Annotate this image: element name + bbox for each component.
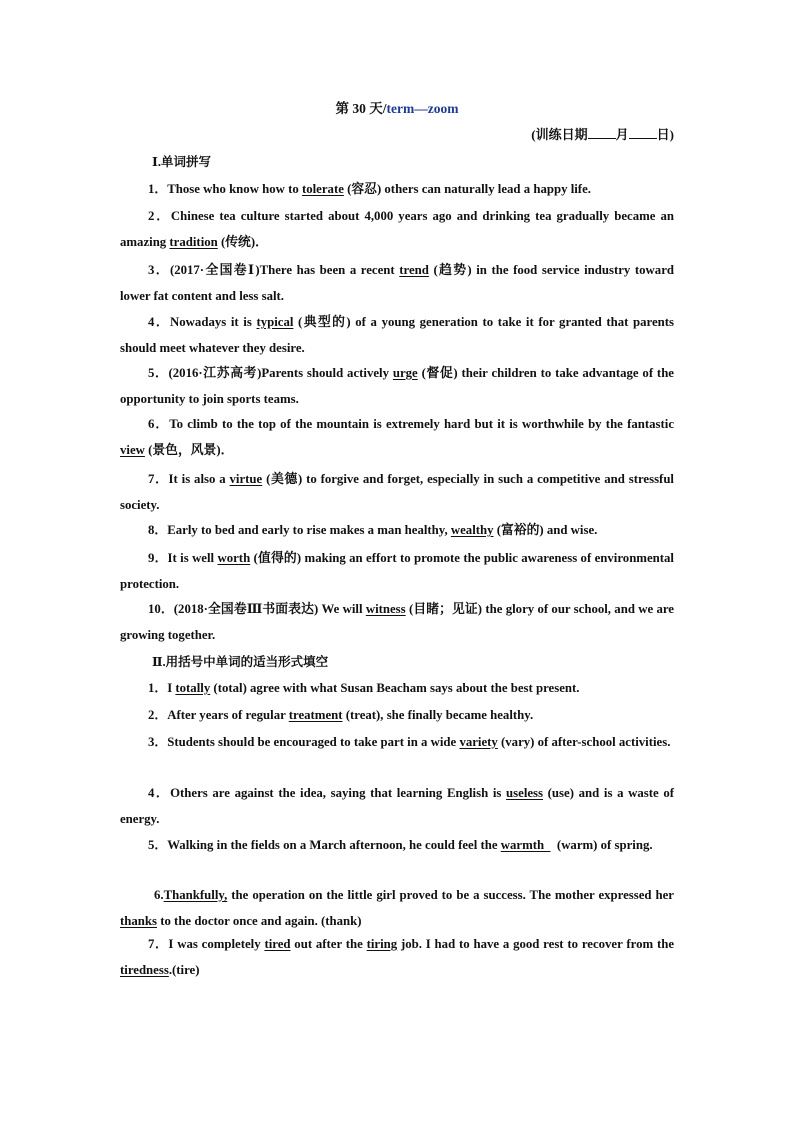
training-date: (训练日期 月 日): [531, 127, 674, 142]
month-blank: [588, 126, 616, 139]
answer: tolerate: [301, 182, 344, 196]
question-item: 5．(2016·江苏高考)Parents should actively urge (督促) their children to take advantage of the opportunity to join sports teams.: [120, 366, 674, 406]
answer: variety: [459, 735, 498, 749]
answer: warmth: [500, 838, 551, 852]
question-item: 5．Walking in the fields on a March afternoon, he could feel the warmth (warm) of spring.: [148, 838, 653, 852]
question-item: 4．Nowadays it is typical (典型的) of a young generation to take it for granted that parents should meet whatever they desire.: [120, 315, 674, 355]
answer: useless: [506, 786, 544, 800]
question-item: 6．To climb to the top of the mountain is extremely hard but it is worthwhile by the fantastic view (景色，风景)．: [120, 417, 674, 457]
question-item: 1．I totally (total) agree with what Susan Beacham says about the best present.: [148, 681, 580, 695]
answer: worth: [217, 551, 251, 565]
question-item: 2．Chinese tea culture started about 4,000 years ago and drinking tea gradually became an amazing tradition (传统)．: [120, 209, 674, 249]
answer: Thankfully,: [163, 888, 228, 902]
answer: thanks: [120, 914, 157, 928]
answer: trend: [399, 263, 429, 277]
answer: typical: [256, 315, 294, 329]
answer: view: [120, 443, 145, 457]
answer: virtue: [229, 472, 263, 486]
question-item: 6.Thankfully, the operation on the little girl proved to be a success. The mother expressed her thanks to the doctor once and again. (thank): [120, 888, 674, 928]
page-title: 第 30 天/term—zoom: [335, 101, 459, 116]
question-item: 7．I was completely tired out after the tiring job. I had to have a good rest to recover from the tiredness.(tire): [120, 937, 674, 977]
section-heading-spelling: Ⅰ.单词拼写: [152, 155, 211, 169]
question-item: 7．It is also a virtue (美德) to forgive and forget, especially in such a competitive and stressful society.: [120, 472, 674, 512]
answer: treatment: [288, 708, 343, 722]
question-item: 10．(2018·全国卷Ⅲ书面表达) We will witness (目睹；见证) the glory of our school, and we are growing together.: [120, 602, 674, 642]
answer: tired: [264, 937, 291, 951]
question-item: 3．(2017·全国卷Ⅰ)There has been a recent trend (趋势) in the food service industry toward lower fat content and less salt.: [120, 263, 674, 303]
answer: totally: [175, 681, 211, 695]
question-item: 2．After years of regular treatment (treat), she finally became healthy.: [148, 708, 534, 722]
answer: tiring: [366, 937, 398, 951]
answer: tradition: [169, 235, 218, 249]
question-item: 9．It is well worth (值得的) making an effort to promote the public awareness of environmental protection.: [120, 551, 674, 591]
answer: tiredness: [120, 963, 169, 977]
question-item: 4．Others are against the idea, saying that learning English is useless (use) and is a waste of energy.: [120, 786, 674, 826]
answer: wealthy: [450, 523, 494, 537]
answer: urge: [392, 366, 418, 380]
question-item: 1．Those who know how to tolerate (容忍) others can naturally lead a happy life.: [148, 182, 591, 196]
question-item: 3．Students should be encouraged to take part in a wide variety (vary) of after-school activities.: [148, 735, 671, 749]
section-heading-word-forms: Ⅱ.用括号中单词的适当形式填空: [152, 655, 329, 669]
question-item: 8．Early to bed and early to rise makes a man healthy, wealthy (富裕的) and wise.: [148, 523, 598, 537]
answer: witness: [365, 602, 406, 616]
day-blank: [629, 126, 657, 139]
